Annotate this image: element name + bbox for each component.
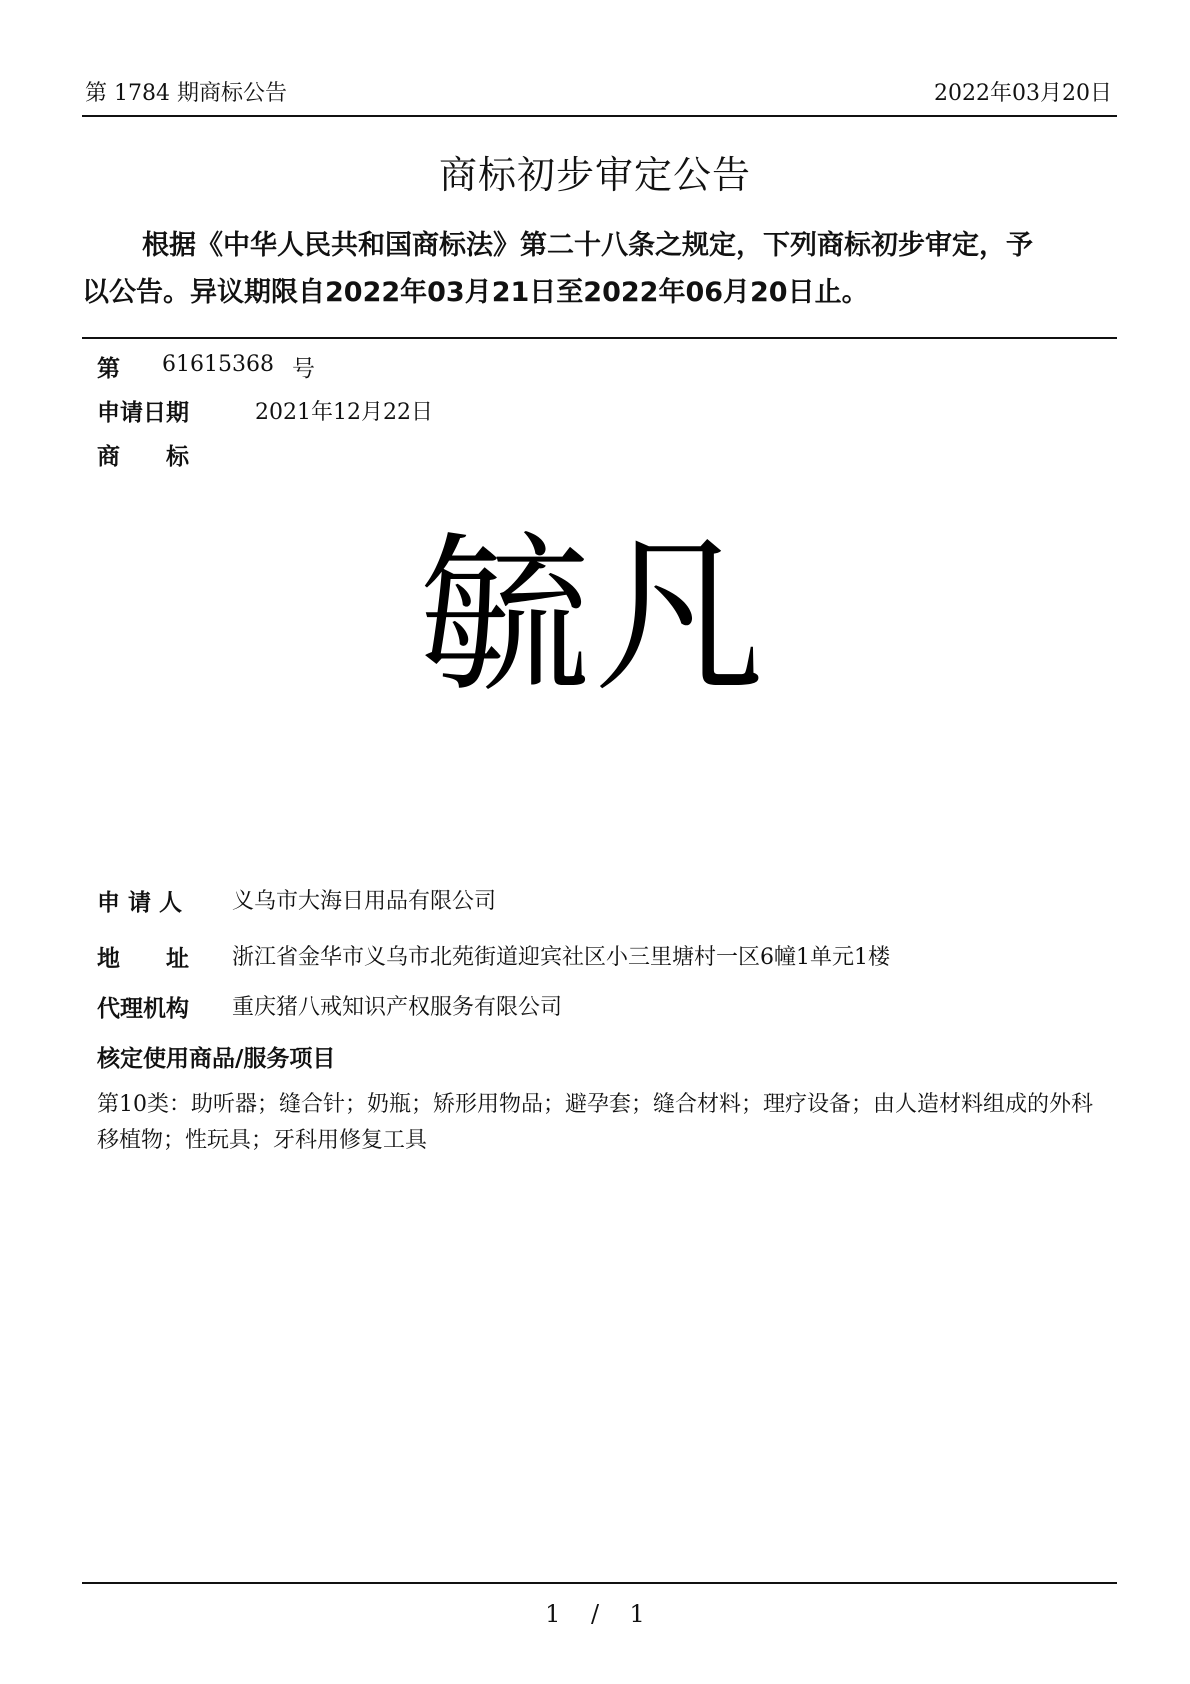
address-label: 地 址 [97,946,189,972]
page-title: 商标初步审定公告 [438,153,751,197]
footer-divider [82,1582,1117,1584]
header-issue: 第 1784 期商标公告 [85,81,287,106]
address-value: 浙江省金华市义乌市北苑街道迎宾社区小三里塘村一区6幢1单元1楼 [232,945,890,970]
applicant-label: 申 请 人 [97,890,183,916]
trademark-label: 商 标 [97,444,189,470]
header-date: 2022年03月20日 [934,81,1112,106]
application-date-value: 2021年12月22日 [255,400,433,425]
reg-number-value: 61615368 [162,352,274,377]
page-number: 1 / 1 [545,1600,645,1628]
agent-label: 代理机构 [97,996,189,1022]
intro-line-2: 以公告。异议期限自2022年03月21日至2022年06月20日止。 [82,277,869,308]
reg-number-label: 第 [97,356,120,382]
intro-paragraph [82,222,1122,316]
header-divider [82,115,1117,117]
intro-line-1: 根据《中华人民共和国商标法》第二十八条之规定，下列商标初步审定，予 [142,230,1033,261]
section-divider [82,337,1117,339]
reg-number-suffix: 号 [292,356,315,382]
applicant-value: 义乌市大海日用品有限公司 [232,889,497,914]
trademark-image: 毓凡 [420,518,769,716]
agent-value: 重庆猪八戒知识产权服务有限公司 [232,995,563,1020]
goods-services-heading: 核定使用商品/服务项目 [97,1046,336,1072]
goods-services-list: 第10类：助听器；缝合针；奶瓶；矫形用物品；避孕套；缝合材料；理疗设备；由人造材料组成的外科移植物；性玩具；牙科用修复工具 [97,1092,1093,1153]
application-date-label: 申请日期 [97,400,189,426]
